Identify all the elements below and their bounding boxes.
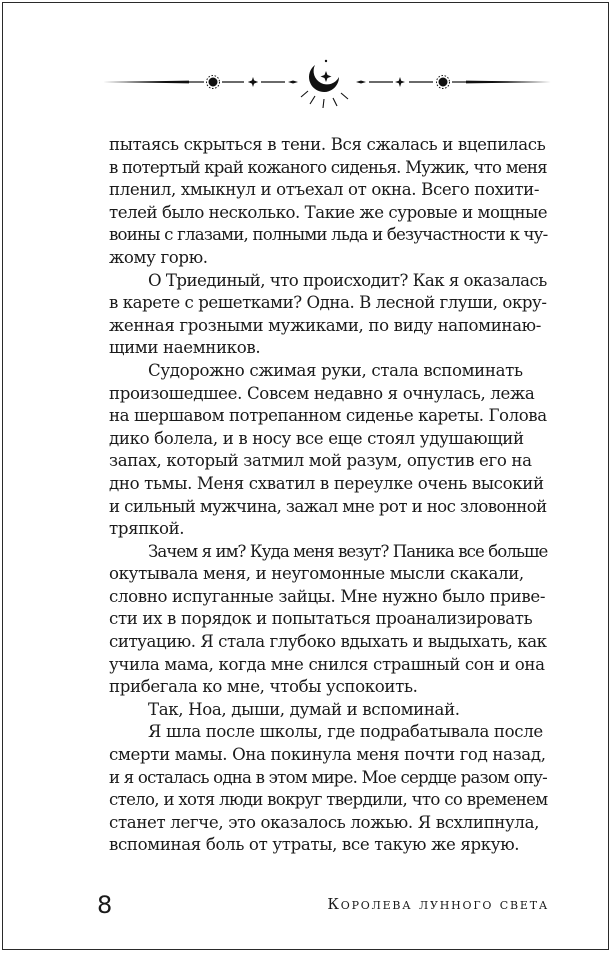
text-line: Так, Ноа, дыши, думай и вспоминай.	[148, 699, 460, 719]
ornament-right-rule	[452, 81, 551, 84]
text-line: Зачем я им? Куда меня везут? Паника все больше	[148, 541, 548, 561]
small-diamond-icon	[356, 81, 366, 84]
text-line: О Триединый, что происходит? Как я оказалась	[148, 270, 547, 290]
sparkle-star-icon	[248, 77, 258, 87]
sun-star-icon	[437, 76, 450, 89]
text-line: в потертый край кожаного сиденья. Мужик, что меня	[109, 157, 547, 177]
sun-star-icon	[207, 76, 220, 89]
text-line: запах, который затмил мой разум, опустив его на	[109, 451, 532, 471]
text-line: жому горю.	[109, 247, 208, 267]
crescent-moon-with-stars-icon	[301, 60, 348, 108]
text-line: дно тьмы. Меня схватил в переулке очень высокий	[109, 473, 544, 493]
text-line: стело, и хотя люди вокруг твердили, что со временем	[109, 790, 548, 810]
text-line: в карете с решетками? Одна. В лесной глуши, окру-	[109, 293, 547, 313]
text-line: женная грозными мужиками, по виду напоминаю-	[109, 315, 542, 335]
text-line: дико болела, и в носу все еще стоял удушающий	[109, 428, 524, 448]
body-text	[109, 134, 547, 857]
text-line: ситуацию. Я стала глубоко вдыхать и выдыхать, как	[109, 632, 547, 652]
text-line: произошедшее. Совсем недавно я очнулась, лежа	[109, 383, 535, 403]
text-line: станет легче, это оказалось ложью. Я всхлипнула,	[109, 812, 540, 832]
header-ornament	[3, 53, 609, 113]
text-line: телей было несколько. Такие же суровые и мощные	[109, 202, 548, 222]
text-line: и сильный мужчина, зажал мне рот и нос зловонной	[109, 496, 547, 516]
text-line: окутывала меня, и неугомонные мысли скакали,	[109, 564, 524, 584]
text-line: воины с глазами, полными льда и безучастности к чу-	[109, 225, 548, 245]
text-line: пленил, хмыкнул и отъехал от окна. Всего похити-	[109, 180, 540, 200]
text-line: словно испуганные зайцы. Мне нужно было приве-	[109, 586, 546, 606]
text-line: Я шла после школы, где подрабатывала после	[148, 722, 543, 742]
text-line: прибегала ко мне, чтобы успокоить.	[109, 677, 418, 697]
text-line: тряпкой.	[109, 519, 185, 539]
text-line: щими наемников.	[109, 338, 261, 358]
text-line: Судорожно сжимая руки, стала вспоминать	[148, 360, 523, 380]
page-number: 8	[97, 891, 113, 919]
text-line: смерти мамы. Она покинула меня почти год назад,	[109, 745, 546, 765]
text-line: вспоминая боль от утраты, все такую же яркую.	[109, 835, 520, 855]
text-line: сти их в порядок и попытаться проанализировать	[109, 609, 533, 629]
ornament-left-rule	[103, 81, 204, 84]
text-line: учила мама, когда мне снился страшный сон и она	[109, 654, 545, 674]
text-line: пытаясь скрыться в тени. Вся сжалась и вцепилась	[109, 135, 546, 154]
sparkle-star-icon	[395, 77, 405, 87]
small-diamond-icon	[288, 81, 298, 84]
text-line: на шершавом потрепанном сиденье кареты. Голова	[109, 406, 547, 426]
book-page	[2, 2, 609, 950]
text-line: и я осталась одна в этом мире. Мое сердце разом опу-	[109, 767, 547, 787]
running-title: Королева лунного света	[327, 895, 549, 913]
